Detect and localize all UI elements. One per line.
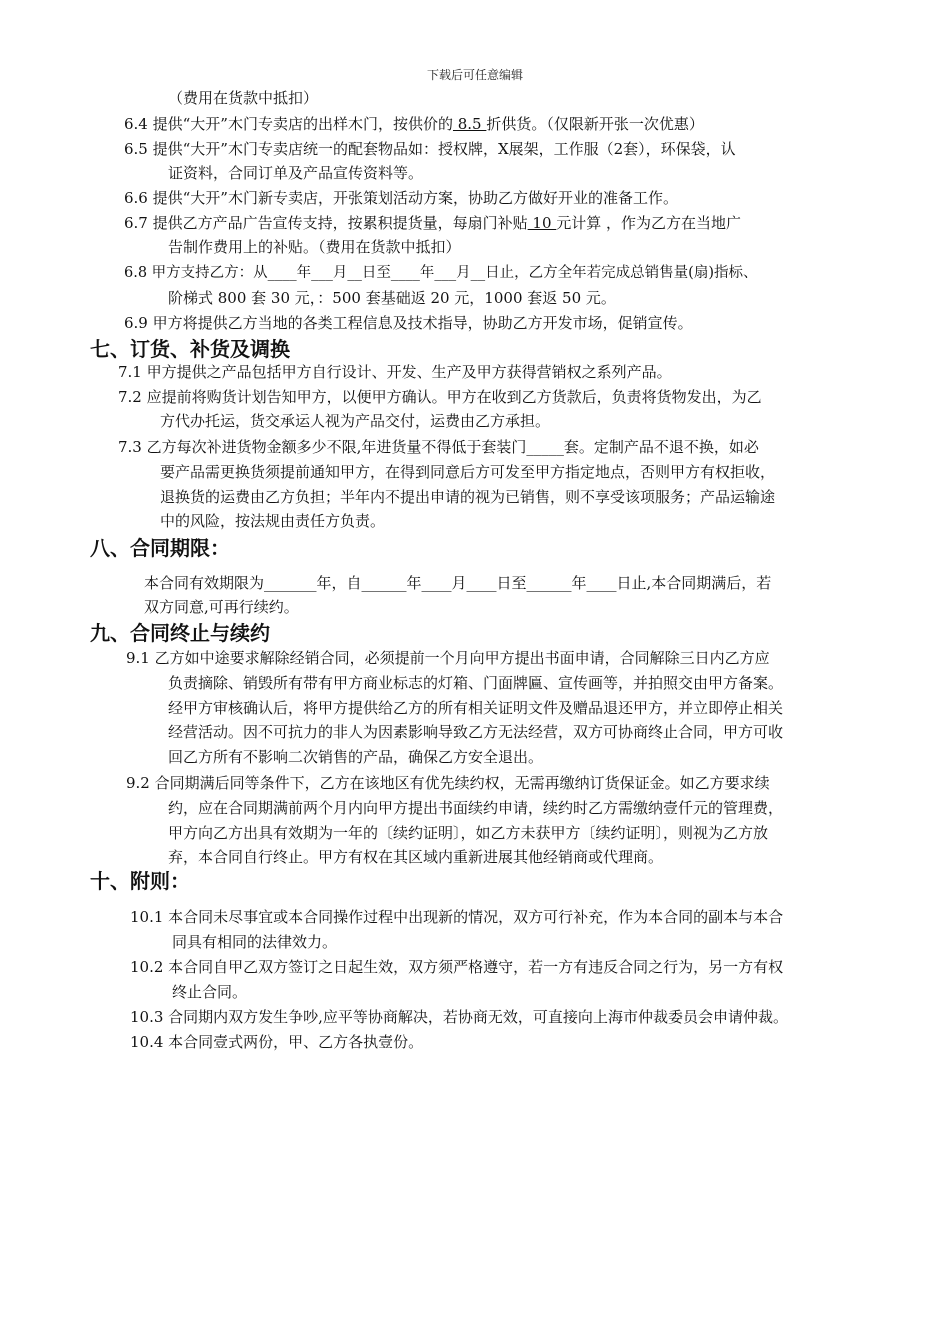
text-line: 同具有相同的法律效力。 xyxy=(172,933,338,951)
text-line: 弃，本合同自行终止。甲方有权在其区域内重新进展其他经销商或代理商。 xyxy=(168,848,664,866)
text-line: 方代办托运，货交承运人视为产品交付，运费由乙方承担。 xyxy=(160,412,551,430)
text-line: （费用在货款中抵扣） xyxy=(168,89,319,107)
text-segment: 元计算 ，作为乙方在当地广 xyxy=(556,214,742,232)
text-line: 阶梯式 800 套 30 元，：500 套基础返 20 元，1000 套返 50 元。 xyxy=(168,289,616,307)
clause-6-9: 6.9 甲方将提供乙方当地的各类工程信息及技术指导，协助乙方开发市场，促销宣传。 xyxy=(124,314,693,332)
text-line: 负责摘除、销毁所有带有甲方商业标志的灯箱、门面牌匾、宣传画等，并拍照交由甲方备案。 xyxy=(168,674,784,692)
text-line: 中的风险，按法规由责任方负责。 xyxy=(160,512,386,530)
text-line: 甲方向乙方出具有效期为一年的〔续约证明〕，如乙方未获甲方〔续约证明〕，则视为乙方放 xyxy=(168,824,769,842)
section-heading-7: 七、订货、补货及调换 xyxy=(90,337,290,361)
text-line: 经甲方审核确认后，将甲方提供给乙方的所有相关证明文件及赠品退还甲方，并立即停止相关 xyxy=(168,699,784,717)
text-line: 退换货的运费由乙方负担；半年内不提出申请的视为已销售，则不享受该项服务；产品运输途 xyxy=(160,488,776,506)
discount-value: 8.5 xyxy=(452,115,487,133)
text-line: 回乙方所有不影响二次销售的产品，确保乙方安全退出。 xyxy=(168,748,544,766)
text-line: 约，应在合同期满前两个月内向甲方提出书面续约申请，续约时乙方需缴纳壹仟元的管理费， xyxy=(168,799,784,817)
page-header-note: 下载后可任意编辑 xyxy=(426,68,523,82)
text-line: 证资料，合同订单及产品宣传资料等。 xyxy=(168,164,424,182)
clause-10-1: 10.1 本合同未尽事宜或本合同操作过程中出现新的情况，双方可行补充，作为本合同的副本与本合 xyxy=(130,908,784,926)
clause-7-3: 7.3 乙方每次补进货物金额多少不限,年进货量不得低于套装门_____套。定制产品不退不换，如必 xyxy=(118,438,759,456)
text-line: 要产品需更换货须提前通知甲方，在得到同意后方可发至甲方指定地点，否则甲方有权拒收， xyxy=(160,463,776,481)
clause-6-8: 6.8 甲方支持乙方：从____年___月__日至____年___月__日止，乙方全年若完成总销售量(扇)指标、 xyxy=(124,265,758,281)
clause-10-3: 10.3 合同期内双方发生争吵,应平等协商解决，若协商无效，可直接向上海市仲裁委员会申请仲裁。 xyxy=(130,1008,788,1026)
clause-6-6: 6.6 提供“大开”木门新专卖店，开张策划活动方案，协助乙方做好开业的准备工作。 xyxy=(124,189,678,207)
text-segment: 6.7 提供乙方产品广告宣传支持，按累积提货量，每扇门补贴 xyxy=(124,214,528,232)
clause-10-2: 10.2 本合同自甲乙双方签订之日起生效，双方须严格遵守，若一方有违反合同之行为，另一方有权 xyxy=(130,958,784,976)
text-segment: 折供货。（仅限新开张一次优惠） xyxy=(486,115,704,133)
clause-9-2: 9.2 合同期满后同等条件下，乙方在该地区有优先续约权，无需再缴纳订货保证金。如乙方要求续 xyxy=(126,774,770,792)
text-line: 终止合同。 xyxy=(172,983,248,1001)
clause-6-7 xyxy=(124,213,741,233)
text-line: 双方同意,可再行续约。 xyxy=(144,598,299,616)
section-heading-9: 九、合同终止与续约 xyxy=(90,621,270,645)
subsidy-value: 10 xyxy=(527,214,557,232)
text-line: 经营活动。因不可抗力的非人为因素影响导致乙方无法经营，双方可协商终止合同，甲方可收 xyxy=(168,723,784,741)
clause-6-5: 6.5 提供“大开”木门专卖店统一的配套物品如：授权牌，X展架，工作服（2套），环保袋，认 xyxy=(124,140,736,158)
clause-7-1: 7.1 甲方提供之产品包括甲方自行设计、开发、生产及甲方获得营销权之系列产品。 xyxy=(118,363,672,381)
section-heading-8: 八、合同期限： xyxy=(90,536,230,560)
clause-6-4 xyxy=(124,114,704,134)
text-segment: 6.4 提供“大开”木门专卖店的出样木门，按供价的 xyxy=(124,115,453,133)
contract-term-line: 本合同有效期限为_______年，自______年____月____日至______年____日止,本合同期满后，若 xyxy=(144,574,772,592)
clause-10-4: 10.4 本合同壹式两份，甲、乙方各执壹份。 xyxy=(130,1033,424,1051)
text-line: 告制作费用上的补贴。（费用在货款中抵扣） xyxy=(168,238,461,256)
section-heading-10: 十、附则： xyxy=(90,869,190,893)
clause-9-1: 9.1 乙方如中途要求解除经销合同，必须提前一个月向甲方提出书面申请，合同解除三日内乙方应 xyxy=(126,649,770,667)
clause-7-2: 7.2 应提前将购货计划告知甲方，以便甲方确认。甲方在收到乙方货款后，负责将货物发出，为乙 xyxy=(118,388,762,406)
